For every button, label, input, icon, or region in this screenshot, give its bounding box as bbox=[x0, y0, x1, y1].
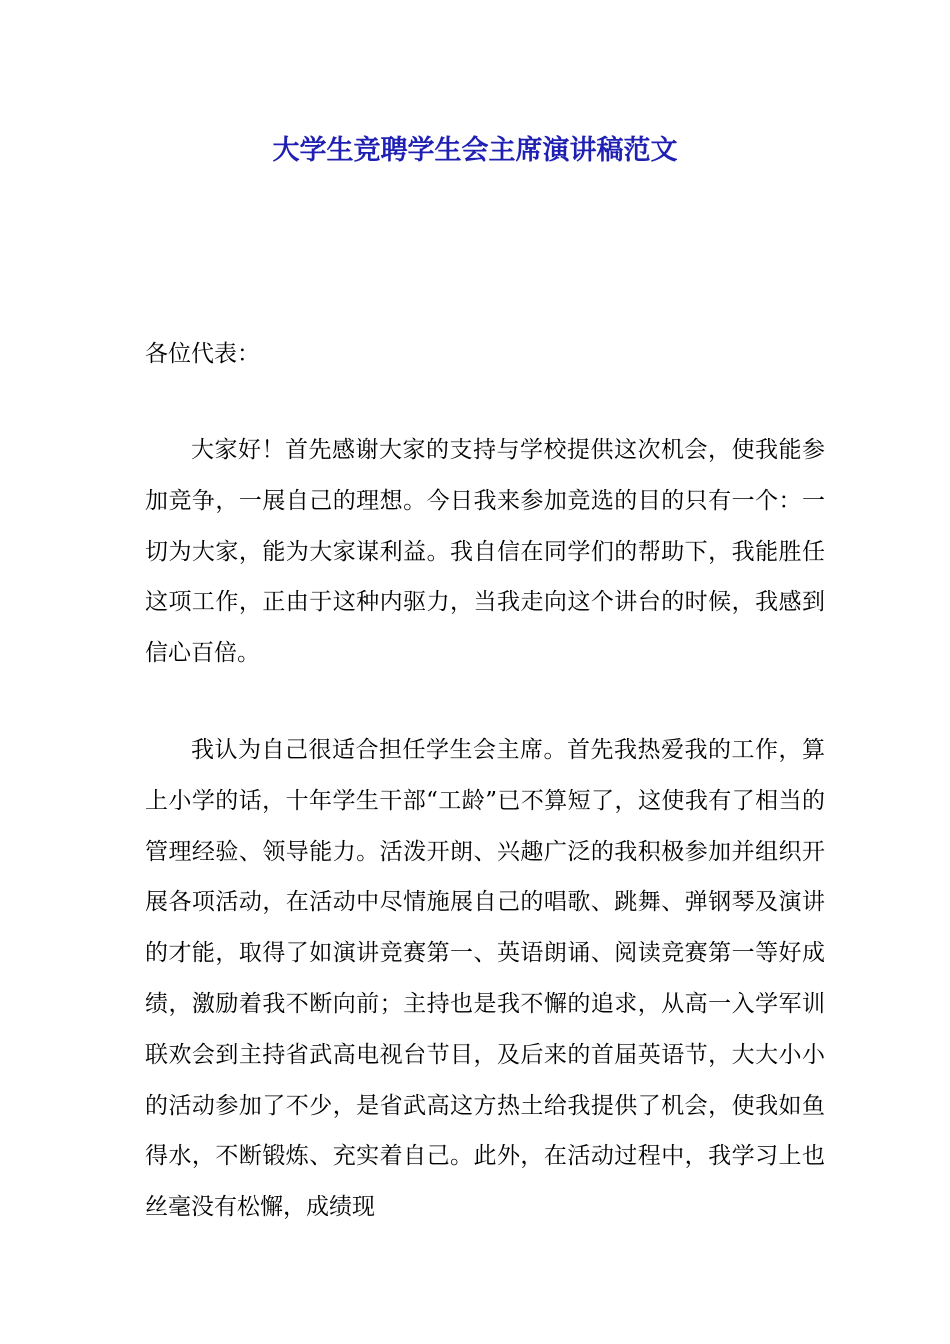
document-title: 大学生竞聘学生会主席演讲稿范文 bbox=[272, 135, 678, 166]
paragraph-1: 大家好！首先感谢大家的支持与学校提供这次机会，使我能参加竞争，一展自己的理想。今日我来参加竞选的目的只有一个：一切为大家，能为大家谋利益。我自信在同学们的帮助下，我能胜任这项工作，正由于这种内驱力，当我走向这个讲台的时候，我感到信心百倍。 bbox=[145, 437, 825, 667]
salutation: 各位代表： bbox=[145, 341, 260, 367]
paragraph-2: 我认为自己很适合担任学生会主席。首先我热爱我的工作，算上小学的话，十年学生干部“工龄”已不算短了，这使我有了相当的管理经验、领导能力。活泼开朗、兴趣广泛的我积极参加并组织开展各项活动，在活动中尽情施展自己的唱歌、跳舞、弹钢琴及演讲的才能，取得了如演讲竞赛第一、英语朗诵、阅读竞赛第一等好成绩，激励着我不断向前；主持也是我不懈的追求，从高一入学军训联欢会到主持省武高电视台节目，及后来的首届英语节，大大小小的活动参加了不少，是省武高这方热土给我提供了机会，使我如鱼得水，不断锻炼、充实着自己。此外，在活动过程中，我学习上也丝毫没有松懈，成绩现 bbox=[145, 737, 825, 1221]
